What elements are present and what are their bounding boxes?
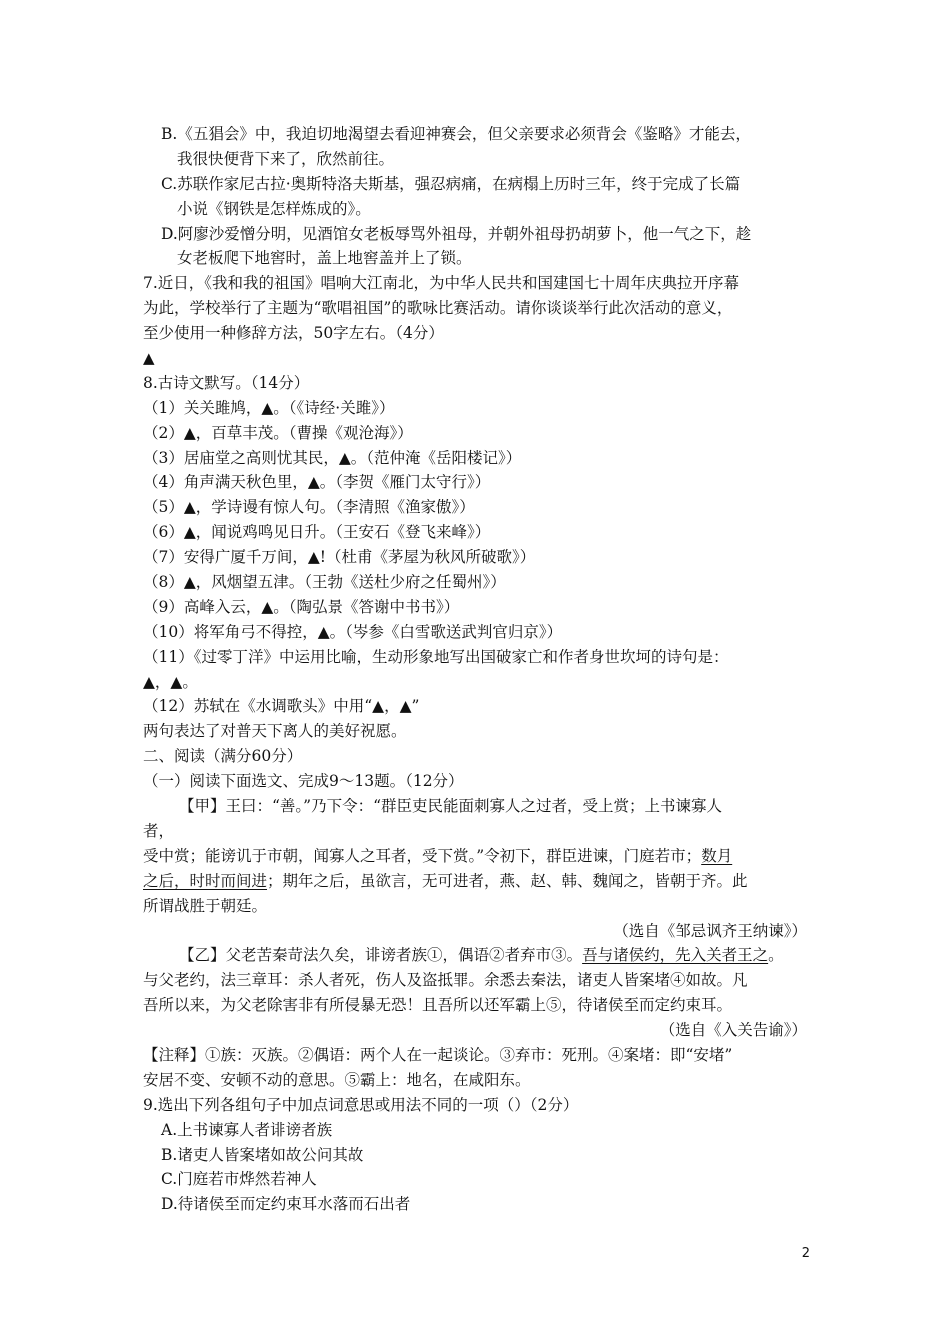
q8-item-4: （4）角声满天秋色里，▲。（李贺《雁门太守行》） [143, 473, 491, 492]
passage-yi-underlined: 吾与诸侯约，先入关者王之 [582, 946, 769, 965]
q6-option-b-line1: B.《五猖会》中，我迫切地渴望去看迎神赛会，但父亲要求必须背会《鉴略》才能去， [161, 125, 751, 143]
q6-option-d-line2: 女老板爬下地窖时，盖上地窖盖并上了锁。 [177, 249, 472, 268]
passage-yi-text-e: 。 [768, 946, 784, 965]
q6-option-c-line2: 小说《钢铁是怎样炼成的》。 [177, 199, 371, 218]
passage-jia-source: （选自《邹忌讽齐王纳谏》） [613, 921, 807, 940]
q8-item-11: （11）《过零丁洋》中运用比喻，生动形象地写出国破家亡和作者身世坎坷的诗句是： [143, 647, 729, 666]
q7-line1: 7.近日，《我和我的祖国》唱响大江南北，为中华人民共和国建国七十周年庆典拉开序幕 [143, 274, 740, 293]
q8-item-2: （2）▲，百草丰茂。（曹操《观沧海》） [143, 423, 413, 442]
q8-item-1: （1）关关雎鸠，▲。（《诗经·关雎》） [143, 398, 395, 417]
section-2-title: 二、阅读（满分60分） [143, 747, 303, 766]
notes-line2: 安居不变、安顿不动的意思。⑤霸上：地名，在咸阳东。 [143, 1070, 531, 1089]
q7-line2: 为此，学校举行了主题为“歌唱祖国”的歌咏比赛活动。请你谈谈举行此次活动的意义， [143, 299, 733, 318]
passage-jia-line1: 【甲】王曰：“善。”乃下令：“群臣吏民能面刺寡人之过者，受上赏；上书谏寡人 [179, 797, 723, 816]
q8-item-10: （10）将军角弓不得控，▲。（岑参《白雪歌送武判官归京》） [143, 622, 563, 641]
q9-title: 9.选出下列各组句子中加点词意思或用法不同的一项（）（2分） [143, 1095, 579, 1114]
q9-option-d: D.待诸侯至而定约束耳水落而石出者 [161, 1195, 411, 1214]
passage-yi-line3-a: 吾所以来，为父老除害非有所侵暴无恐！且吾所以还军霸上 [143, 996, 547, 1015]
q8-item-5: （5）▲，学诗谩有惊人句。（李清照《渔家傲》） [143, 498, 475, 517]
passage-jia-underlined-1: 数月 [701, 846, 733, 865]
passage-yi-text-a: 【乙】父老苦秦苛法久矣，诽谤者族 [179, 946, 428, 965]
q9-option-b: B.诸吏人皆案堵如故公问其故 [161, 1145, 364, 1164]
passage-jia-underlined-2: 之后，时时而间进 [143, 871, 268, 890]
passage-yi-line1 [143, 943, 811, 968]
passage-yi-text-b: ，偶语 [442, 946, 490, 965]
passage-yi-text-d: 。 [566, 946, 583, 965]
passage-yi-text-c: 者弃市 [504, 946, 552, 965]
q8-item-9: （9）高峰入云，▲。（陶弘景《答谢中书书》） [143, 597, 460, 616]
note-ref-1: ① [427, 946, 443, 965]
q8-item-12-cont: 两句表达了对普天下离人的美好祝愿。 [143, 722, 407, 741]
notes-line1: 【注释】①族：灭族。②偶语：两个人在一起谈论。③弃市：死刑。④案堵：即“安堵” [143, 1045, 733, 1064]
q8-item-6: （6）▲，闻说鸡鸣见日升。（王安石《登飞来峰》） [143, 523, 491, 542]
section-2-sub1: （一）阅读下面选文、完成9～13题。（12分） [143, 772, 464, 791]
q6-option-b-line2: 我很快便背下来了，欣然前往。 [177, 149, 395, 168]
note-ref-2: ② [489, 946, 505, 965]
passage-yi-source: （选自《入关告谕》） [659, 1021, 807, 1040]
q9-option-a: A.上书谏寡人者诽谤者族 [161, 1120, 333, 1139]
q8-item-8: （8）▲，风烟望五津。（王勃《送杜少府之任蜀州》） [143, 573, 506, 592]
note-ref-5: ⑤ [546, 996, 562, 1015]
q8-item-7: （7）安得广厦千万间，▲!（杜甫《茅屋为秋风所破歌》） [143, 548, 536, 567]
note-ref-3: ③ [551, 946, 567, 965]
page-number: 2 [801, 1246, 810, 1261]
passage-jia-line4-text: ；期年之后，虽欲言，无可进者，燕、赵、韩、魏闻之，皆朝于齐。此 [267, 871, 748, 890]
q8-item-12: （12）苏轼在《水调歌头》中用“▲，▲” [143, 697, 420, 716]
passage-yi-line2-b: 如故。凡 [685, 971, 748, 990]
passage-jia-line3-text: 受中赏；能谤讥于市朝，闻寡人之耳者，受下赏。”令初下，群臣进谏，门庭若市； [143, 846, 702, 865]
passage-jia-line5: 所谓战胜于朝廷。 [143, 896, 268, 915]
passage-jia-line3 [143, 844, 811, 869]
q8-item-11-answer: ▲，▲。 [143, 672, 198, 691]
passage-yi-line3 [143, 993, 811, 1018]
q7-answer-mark [143, 346, 811, 371]
passage-jia-line2: 者， [143, 821, 175, 840]
passage-yi-line3-b: ，待诸侯至而定约束耳。 [561, 996, 733, 1015]
q6-option-c-line1: C.苏联作家尼古拉·奥斯特洛夫斯基，强忍病痛，在病榻上历时三年，终于完成了长篇 [161, 174, 741, 193]
passage-yi-line2-a: 与父老约，法三章耳：杀人者死，伤人及盗抵罪。余悉去秦法，诸吏人皆案堵 [143, 971, 671, 990]
q9-option-c: C.门庭若市烨然若神人 [161, 1170, 317, 1189]
q7-line3: 至少使用一种修辞方法，50字左右。（4分） [143, 324, 444, 343]
q6-option-d-line1: D.阿廖沙爱憎分明，见酒馆女老板辱骂外祖母，并朝外祖母扔胡萝卜，他一气之下，趁 [161, 224, 752, 243]
passage-yi-line2 [143, 968, 811, 993]
answer-triangle-icon: ▲ [143, 349, 155, 368]
page-content [143, 122, 811, 1217]
q8-item-3: （3）居庙堂之高则忧其民，▲。（范仲淹《岳阳楼记》） [143, 448, 522, 467]
note-ref-4: ④ [670, 971, 686, 990]
passage-jia-line4 [143, 869, 811, 894]
q8-title: 8.古诗文默写。（14分） [143, 373, 310, 392]
